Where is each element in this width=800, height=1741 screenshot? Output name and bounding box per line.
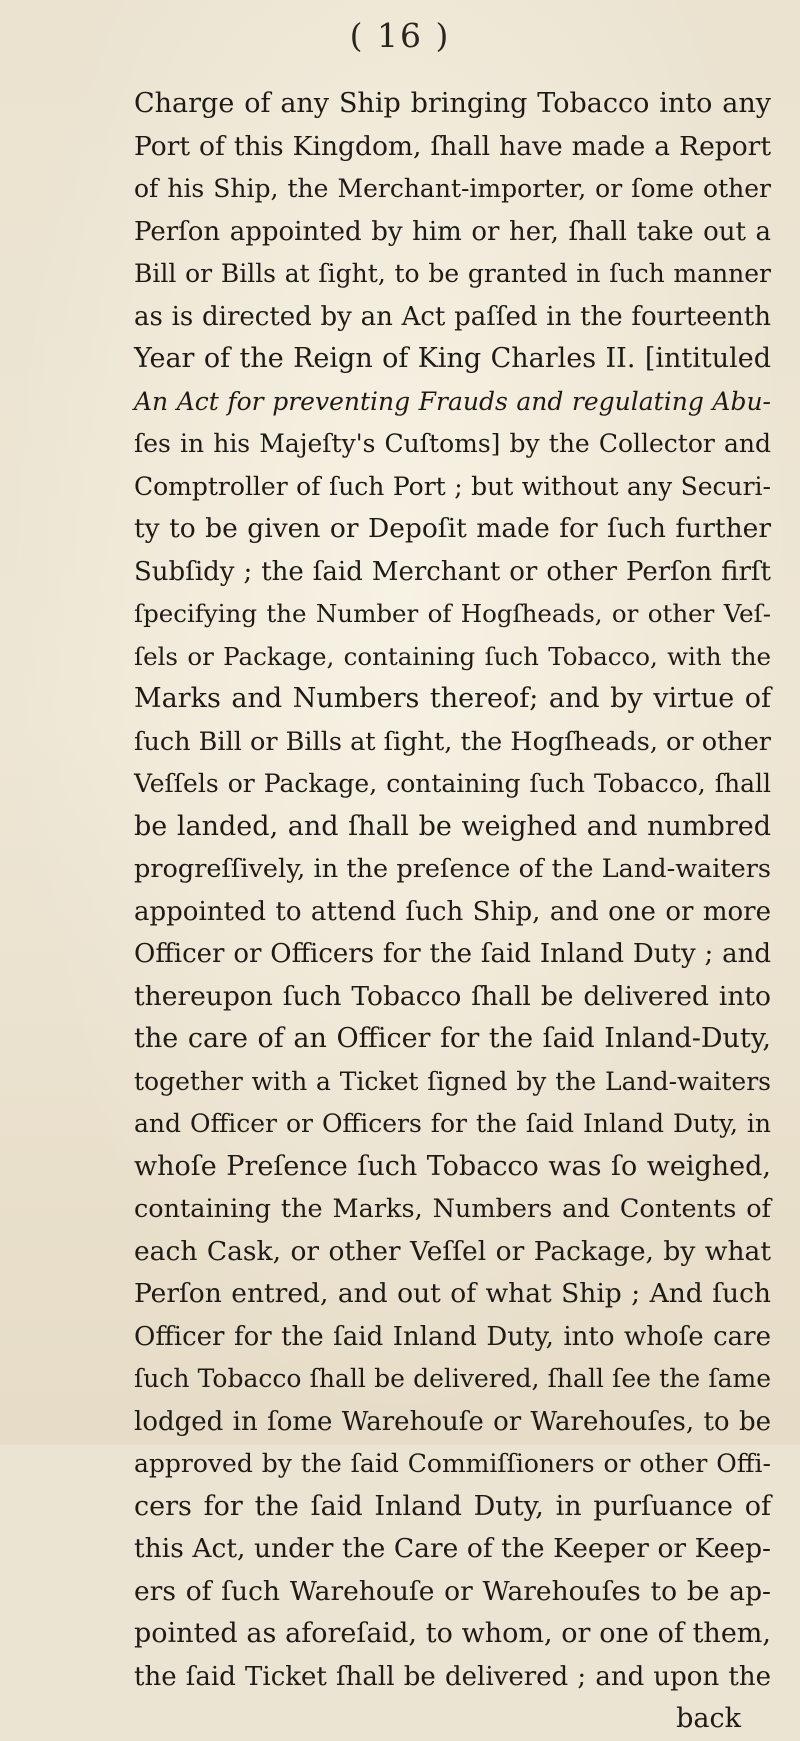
- text-line: Charge of any Ship bringing Tobacco into any: [134, 88, 771, 119]
- text-line: of his Ship, the Merchant-importer, or ſome other: [134, 174, 771, 203]
- text-line: Subſidy ; the ſaid Merchant or other Perſon firſt: [134, 556, 771, 587]
- text-line: Perſon appointed by him or her, ſhall take out a: [134, 216, 771, 247]
- text-line: approved by the ſaid Commiſſioners or other Offi-: [134, 1449, 771, 1478]
- text-line: ſpecifying the Number of Hogſheads, or other Veſ-: [134, 599, 771, 628]
- text-line: containing the Marks, Numbers and Contents of: [134, 1194, 771, 1224]
- text-line: ers of ſuch Warehouſe or Warehouſes to be ap-: [134, 1575, 771, 1607]
- catchword: back: [676, 1703, 741, 1734]
- text-line: Veſſels or Package, containing ſuch Tobacco, ſhall: [134, 769, 771, 798]
- text-line: together with a Ticket ſigned by the Land-waiters: [134, 1066, 771, 1096]
- text-line: be landed, and ſhall be weighed and numbred: [134, 810, 771, 842]
- body-text: [134, 83, 771, 1741]
- text-line: Officer for the ſaid Inland Duty, into whoſe care: [134, 1321, 771, 1352]
- text-line: ſuch Tobacco ſhall be delivered, ſhall ſee the ſame: [134, 1364, 771, 1393]
- text-line: lodged in ſome Warehouſe or Warehouſes, to be: [134, 1406, 771, 1437]
- text-line: as is directed by an Act paſſed in the fourteenth: [134, 301, 771, 332]
- text-line: ty to be given or Depoſit made for ſuch further: [134, 513, 771, 544]
- text-line: Port of this Kingdom, ſhall have made a Report: [134, 130, 771, 162]
- text-line: ſes in his Majeſty's Cuſtoms] by the Collector and: [134, 429, 771, 458]
- text-line: pointed as aforeſaid, to whom, or one of them,: [134, 1618, 771, 1649]
- text-line-italic-title: An Act for preventing Frauds and regulating Abu-: [134, 386, 771, 416]
- text-line: Bill or Bills at ſight, to be granted in ſuch manner: [134, 259, 771, 288]
- text-line: Comptroller of ſuch Port ; but without any Securi-: [134, 471, 771, 501]
- text-line: ſels or Package, containing ſuch Tobacco, with the: [134, 641, 771, 671]
- text-line: ſuch Bill or Bills at ſight, the Hogſheads, or other: [134, 726, 771, 757]
- text-line: Officer or Officers for the ſaid Inland Duty ; and: [134, 939, 771, 969]
- text-line: appointed to attend ſuch Ship, and one or more: [134, 896, 771, 927]
- text-line: cers for the ſaid Inland Duty, in purſuance of: [134, 1490, 771, 1522]
- text-line: Marks and Numbers thereof; and by virtue of: [134, 683, 771, 714]
- text-line: Perſon entred, and out of what Ship ; And ſuch: [134, 1278, 771, 1309]
- text-line: Year of the Reign of King Charles II. [intituled: [134, 343, 771, 374]
- text-line: thereupon ſuch Tobacco ſhall be delivered into: [134, 980, 771, 1012]
- page-number: ( 16 ): [349, 16, 451, 55]
- text-line: the ſaid Ticket ſhall be delivered ; and upon the: [134, 1661, 771, 1692]
- text-line: the care of an Officer for the ſaid Inland-Duty,: [134, 1023, 771, 1054]
- text-line: progreſſively, in the preſence of the Land-waiters: [134, 854, 771, 884]
- text-line: each Cask, or other Veſſel or Package, by what: [134, 1235, 771, 1267]
- text-line: and Officer or Officers for the ſaid Inland Duty, in: [134, 1109, 771, 1138]
- text-line: this Act, under the Care of the Keeper or Keep-: [134, 1533, 771, 1564]
- text-line: whoſe Preſence ſuch Tobacco was ſo weighed,: [134, 1150, 771, 1182]
